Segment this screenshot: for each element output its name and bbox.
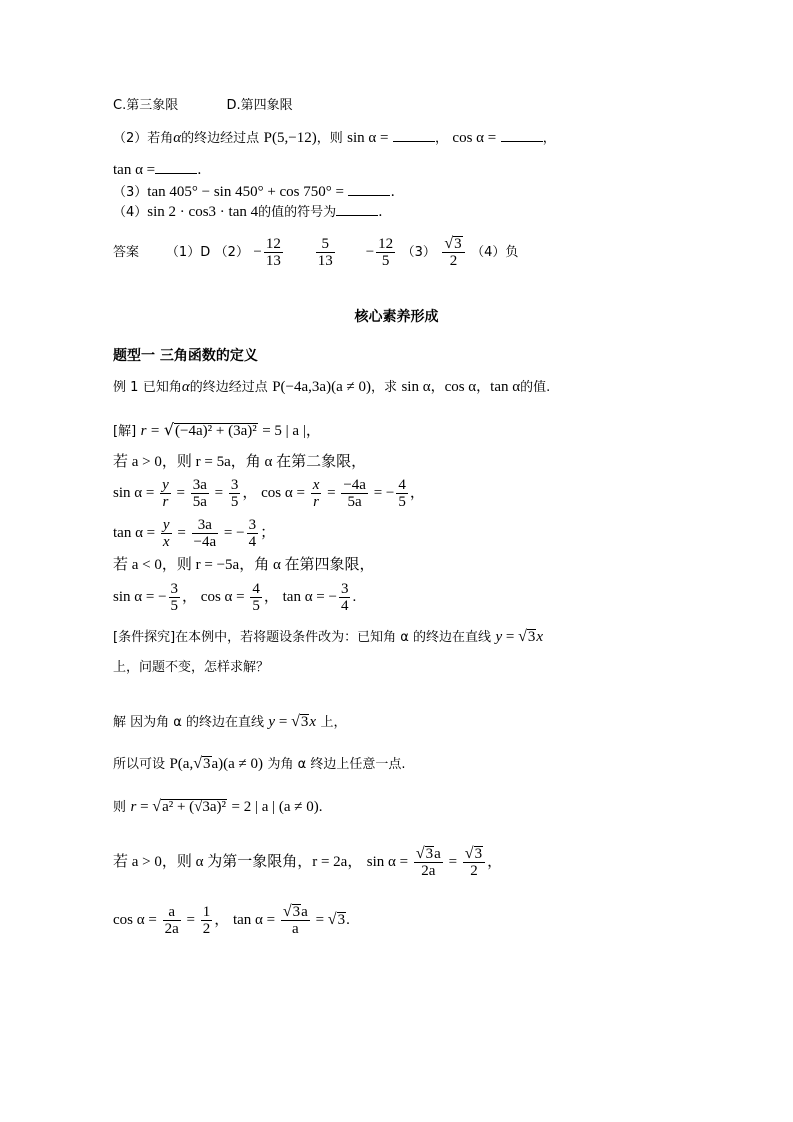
option-c: C.第三象限 xyxy=(113,98,179,113)
option-d: D.第四象限 xyxy=(226,98,293,113)
answer-label: 答案 xyxy=(113,245,140,260)
solution-2-line2: 所以可设 P(a,√3a)(a ≠ 0) 为角 α 终边上任意一点. xyxy=(113,755,406,772)
answer-blank xyxy=(155,161,197,174)
solution-2-line3: 则 r = √a² + (√3a)² = 2 | a | (a ≠ 0). xyxy=(113,798,323,815)
solution-2-line5: cos α = $\frac{a}{2a}$ = $\frac{1}{2}$ ， tan α = $\frac{√3a}{a}$ = √3. xyxy=(113,903,350,938)
question-3: （3）tan 405° − sin 450° + cos 750° = . xyxy=(113,184,395,200)
fraction: $\frac{12}{13}$ xyxy=(265,235,281,269)
question-4: （4）sin 2 · cos3 · tan 4的值的符号为 . xyxy=(113,204,383,220)
case-1: 若 a > 0，则 r = 5a，角 α 在第二象限， xyxy=(113,454,367,470)
fraction: $\frac{√3}{2}$ xyxy=(442,236,464,269)
condition-explore: [条件探究]在本例中，若将题设条件改为：已知角 α 的终边在直线 y = √3x xyxy=(113,628,544,645)
solution-r: [解] r = √(−4a)² + (3a)² = 5 | a |， xyxy=(113,420,321,439)
condition-explore-2: 上，问题不变，怎样求解？ xyxy=(113,660,270,675)
solution-2-line1: 解 因为角 α 的终边在直线 y = √3x 上， xyxy=(113,713,347,730)
answer-blank xyxy=(501,129,543,142)
point-p: P(5,−12) xyxy=(263,130,317,146)
case-1-sin-cos: sin α = $\frac{y}{r}$ = $\frac{3a}{5a}$ = $\frac{3}{5}$ ， cos α = $\frac{x}{r}$ = $\frac{-4a}{5a}$ = − $\frac{4}{5}$ ， xyxy=(113,477,425,511)
answer-blank xyxy=(348,183,390,196)
answer-blank xyxy=(393,129,435,142)
answer-line: 答案 （1）D （2） − $\frac{12}{13}$ $\frac{5}{13}$ − $\frac{12}{5}$ （3） $\frac{√3}{2}$ （4）负 xyxy=(113,234,519,269)
question-2-tan: tan α = . xyxy=(113,162,202,178)
fraction: $\frac{12}{5}$ xyxy=(378,235,394,269)
section-heading: 核心素养形成 xyxy=(354,309,439,325)
example-1: 例 1 已知角α的终边经过点 P(−4a,3a)(a ≠ 0)，求 sin α，cos α，tan α的值. xyxy=(113,379,551,395)
type-heading: 题型一 三角函数的定义 xyxy=(113,348,258,364)
case-2-values: sin α = − $\frac{3}{5}$ ， cos α = $\frac{4}{5}$ ， tan α = − $\frac{3}{4}$ . xyxy=(113,581,357,615)
answer-blank xyxy=(336,203,378,216)
fraction: $\frac{5}{13}$ xyxy=(317,235,333,269)
case-2: 若 a < 0，则 r = −5a，角 α 在第四象限， xyxy=(113,557,375,573)
question-2: （2）若角α的终边经过点 P(5,−12)，则 sin α = ， cos α = ， xyxy=(113,130,556,146)
case-1-tan: tan α = $\frac{y}{x}$ = $\frac{3a}{-4a}$ = − $\frac{3}{4}$ ； xyxy=(113,517,276,551)
options-line xyxy=(113,96,293,116)
solution-2-line4: 若 a > 0，则 α 为第一象限角，r = 2a， sin α = $\frac{√3a}{2a}$ = $\frac{√3}{2}$ ， xyxy=(113,845,503,880)
